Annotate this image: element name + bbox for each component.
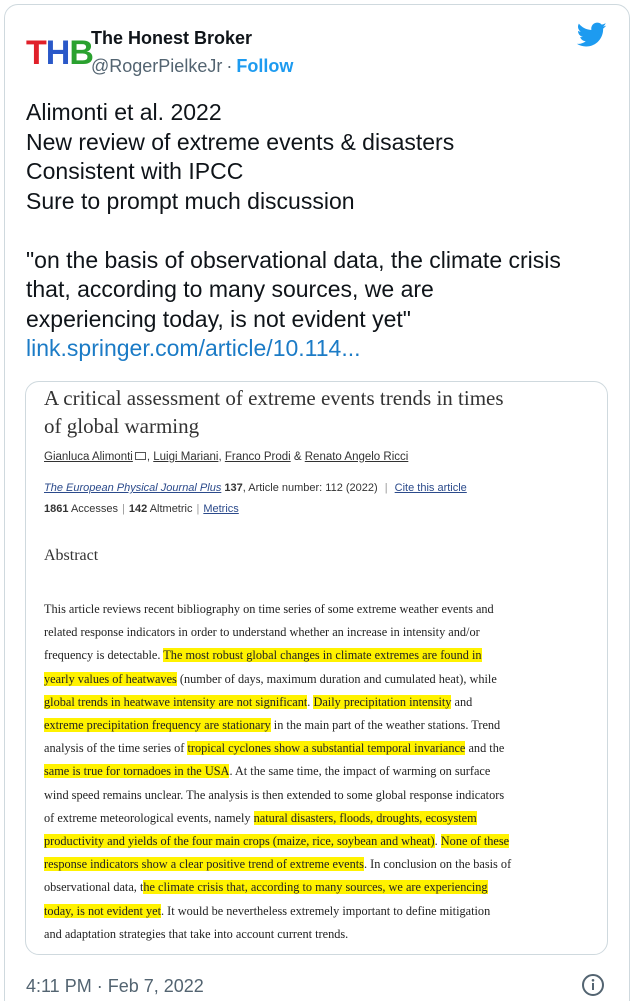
cite-link: Cite this article [394, 482, 467, 494]
abstract-line [44, 644, 604, 667]
highlighted-text: natural disasters, floods, droughts, ecosystem [253, 810, 477, 825]
abstract-text: . In conclusion on the basis of [363, 857, 512, 872]
abstract-line [44, 853, 604, 876]
abstract-text: in the main part of the weather stations. Trend [270, 718, 501, 733]
divider: | [196, 503, 200, 515]
abstract-line [44, 830, 604, 853]
author-link: Gianluca Alimonti [44, 451, 133, 463]
tweet-line: Alimonti et al. 2022 [26, 99, 222, 125]
tweet-quote-line: experiencing today, is not evident yet" [26, 305, 411, 332]
abstract-text: frequency is detectable. [44, 648, 164, 663]
divider: | [122, 503, 125, 515]
abstract-line [44, 923, 604, 946]
article-authors [44, 451, 408, 463]
abstract-line [44, 714, 604, 737]
author-name[interactable]: The Honest Broker [91, 28, 253, 48]
accesses-count: 1861 [44, 503, 69, 515]
abstract-text: This article reviews recent bibliography on time series of some extreme weather events and [44, 602, 494, 616]
highlighted-text: today, is not evident yet [44, 903, 162, 918]
tweet-line-gap [26, 216, 616, 246]
highlighted-text: The most robust global changes in climate extremes are found in [163, 648, 482, 663]
abstract-text: . [307, 694, 314, 709]
highlighted-text: same is true for tornadoes in the USA [44, 764, 230, 779]
abstract-text: . It would be nevertheless extremely important to define mitigation [161, 903, 491, 918]
abstract-text: observational data, t [44, 880, 144, 895]
abstract-line [44, 900, 604, 923]
abstract-text: . At the same time, the impact of warming on surface [229, 764, 491, 779]
abstract-line [44, 807, 604, 830]
abstract-text: and the [465, 741, 505, 756]
author-separator: & [290, 451, 305, 463]
article-title-line: A critical assessment of extreme events trends in times [44, 386, 504, 410]
abstract-heading: Abstract [44, 547, 99, 564]
highlighted-text: response indicators show a clear positive trend of extreme events [44, 857, 364, 872]
tweet-quote-line: that, according to many sources, we are [26, 276, 434, 302]
logo-letter-h: H [45, 34, 70, 72]
highlighted-text: None of these [440, 834, 510, 849]
abstract-line [44, 691, 604, 714]
tweet-text [26, 98, 616, 364]
logo-letter-b: B [69, 34, 93, 72]
abstract-text: wind speed remains unclear. The analysis is then extended to some global response indicators [44, 787, 505, 802]
article-title-line: of global warming [44, 414, 200, 438]
abstract-line [44, 621, 604, 644]
abstract-line [44, 760, 604, 783]
highlighted-text: yearly values of heatwaves [44, 671, 177, 686]
author-handle[interactable]: @RogerPielkeJr [91, 56, 223, 76]
highlighted-text: he climate crisis that, according to many sources, we are experiencing [143, 880, 488, 895]
altmetric-count: 142 [128, 503, 148, 515]
mail-icon [135, 452, 146, 460]
tweet-timestamp[interactable]: 4:11 PM · Feb 7, 2022 [26, 976, 204, 996]
author-link: Luigi Mariani [153, 451, 219, 463]
tweet-quote-line: "on the basis of observational data, the climate crisis [26, 246, 561, 273]
tweet-line: Sure to prompt much discussion [26, 187, 355, 214]
highlighted-text: Daily precipitation intensity [313, 694, 452, 709]
abstract-text: (number of days, maximum duration and cumulated heat), while [176, 671, 497, 686]
altmetric-label: Altmetric [149, 503, 193, 515]
metrics-link: Metrics [203, 503, 239, 515]
divider: | [384, 482, 388, 494]
article-metrics [44, 503, 239, 515]
accesses-label: Accesses [70, 503, 119, 515]
journal-name: The European Physical Journal Plus [44, 482, 222, 494]
tweet-line: New review of extreme events & disasters [26, 128, 455, 155]
abstract-line [44, 598, 604, 621]
abstract-text: . [434, 834, 441, 849]
abstract-text: and adaptation strategies that take into account current trends. [44, 926, 349, 941]
highlighted-text: productivity and yields of the four main crops (maize, rice, soybean and wheat) [44, 834, 435, 849]
abstract-text: related response indicators in order to understand whether an increase in intensity and/or [44, 625, 480, 640]
highlighted-text: tropical cyclones show a substantial temporal invariance [187, 741, 466, 756]
abstract-line [44, 784, 604, 807]
abstract-text: analysis of the time series of [44, 741, 188, 756]
separator-dot: · [226, 56, 233, 76]
tweet-line: Consistent with IPCC [26, 158, 244, 184]
abstract-line [44, 668, 604, 691]
article-title [44, 384, 594, 440]
article-number: , Article number: 112 (2022) [242, 482, 378, 494]
author-link: Franco Prodi [224, 451, 291, 463]
highlighted-text: extreme precipitation frequency are stationary [44, 718, 271, 733]
article-journal-line [44, 482, 467, 494]
journal-volume: 137 [224, 482, 243, 494]
abstract-line [44, 737, 604, 760]
twitter-bird-icon[interactable] [577, 22, 607, 48]
highlighted-text: global trends in heatwave intensity are not significant [44, 694, 308, 709]
abstract-text: and [451, 694, 473, 709]
follow-button[interactable]: Follow [236, 56, 294, 76]
article-image[interactable] [25, 381, 608, 955]
author-link: Renato Angelo Ricci [304, 451, 409, 463]
abstract-text: of extreme meteorological events, namely [44, 810, 254, 825]
author-handle-line [91, 56, 293, 77]
info-icon[interactable] [581, 973, 605, 997]
abstract-line [44, 876, 604, 899]
article-link[interactable]: link.springer.com/article/10.114... [26, 335, 361, 361]
author-separator: , [218, 451, 225, 463]
abstract-body [44, 598, 604, 946]
logo-letter-t: T [26, 34, 46, 72]
author-logo[interactable] [26, 34, 93, 72]
author-separator: , [146, 451, 154, 463]
